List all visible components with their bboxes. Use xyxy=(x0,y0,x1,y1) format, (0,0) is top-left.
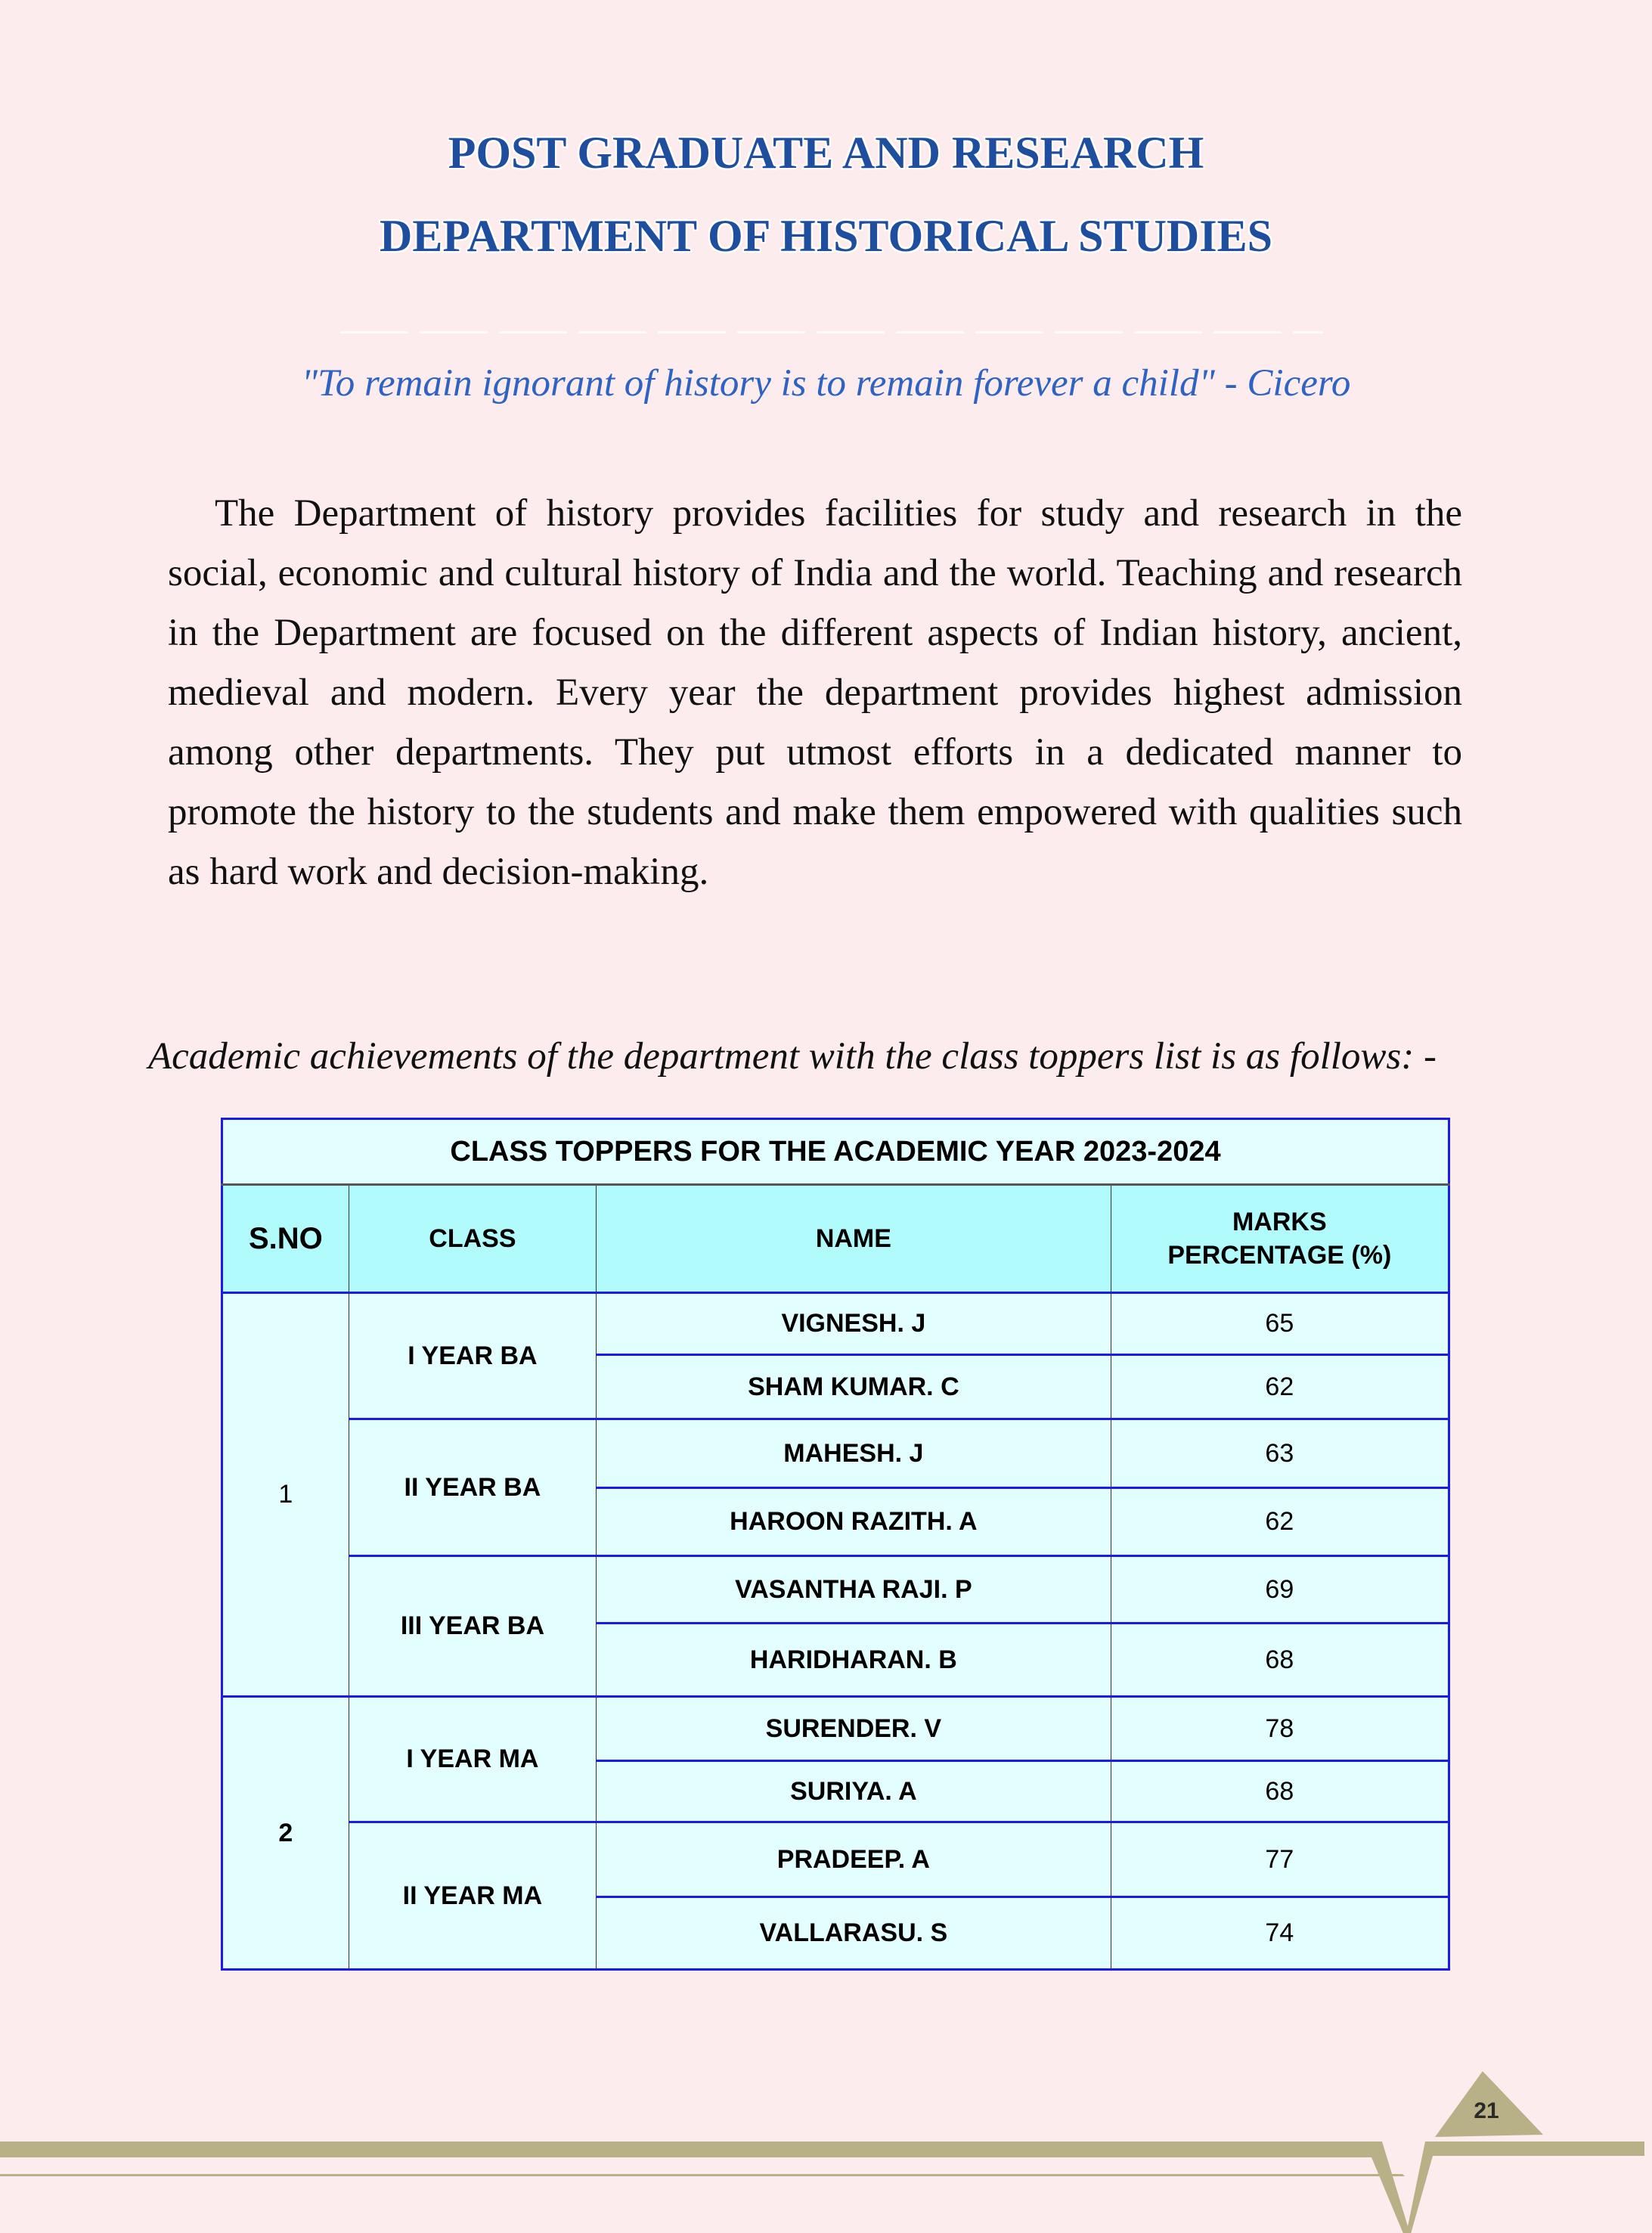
serial-number-cell: 2 xyxy=(222,1697,349,1970)
marks-percentage-cell: 74 xyxy=(1111,1897,1449,1970)
marks-percentage-cell: 62 xyxy=(1111,1488,1449,1556)
table-row xyxy=(222,1293,1449,1355)
page-title-line-1: POST GRADUATE AND RESEARCH xyxy=(448,128,1204,178)
marks-percentage-cell: 68 xyxy=(1111,1624,1449,1697)
marks-percentage-cell: 78 xyxy=(1111,1697,1449,1761)
footer-thin-line xyxy=(0,2174,1405,2176)
column-header-marks xyxy=(1111,1185,1449,1293)
marks-percentage-cell: 65 xyxy=(1111,1293,1449,1355)
department-description: The Department of history provides facilities for study and research in the social, economic and cultural history of India and the world. Teaching and research in the Department are focused on the different aspects of Indian history, ancient, medieval and modern. Every year the department provides highest admission among other departments. They put utmost efforts in a dedicated manner to promote the history to the students and make them empowered with qualities such as hard work and decision-making. xyxy=(168,492,1462,893)
student-name-cell: PRADEEP. A xyxy=(597,1822,1111,1897)
page-number: 21 xyxy=(1474,2098,1499,2123)
student-name-cell: VALLARASU. S xyxy=(597,1897,1111,1970)
table-row xyxy=(222,1822,1449,1897)
marks-percentage-cell: 62 xyxy=(1111,1355,1449,1419)
page-title-line-2: DEPARTMENT OF HISTORICAL STUDIES xyxy=(380,211,1272,261)
class-cell: I YEAR MA xyxy=(349,1697,596,1822)
column-header-sno: S.NO xyxy=(222,1185,349,1293)
student-name-cell: VIGNESH. J xyxy=(597,1293,1111,1355)
column-header-name: NAME xyxy=(597,1185,1111,1293)
cicero-quote: "To remain ignorant of history is to remain forever a child" - Cicero xyxy=(301,362,1351,405)
footer-band xyxy=(0,2142,1644,2233)
student-name-cell: SURENDER. V xyxy=(597,1697,1111,1761)
student-name-cell: HAROON RAZITH. A xyxy=(597,1488,1111,1556)
class-cell: II YEAR MA xyxy=(349,1822,596,1970)
serial-number-cell: 1 xyxy=(222,1293,349,1697)
table-body xyxy=(222,1293,1449,1970)
student-name-cell: SURIYA. A xyxy=(597,1761,1111,1822)
student-name-cell: MAHESH. J xyxy=(597,1419,1111,1488)
table-row xyxy=(222,1697,1449,1761)
decorative-divider xyxy=(340,331,1323,333)
class-cell: II YEAR BA xyxy=(349,1419,596,1556)
marks-percentage-cell: 77 xyxy=(1111,1822,1449,1897)
footer-decoration xyxy=(0,2042,1652,2233)
achievements-lead-in: Academic achievements of the department with the class toppers list is as follows: - xyxy=(148,1035,1437,1078)
table-row xyxy=(222,1419,1449,1488)
student-name-cell: SHAM KUMAR. C xyxy=(597,1355,1111,1419)
table-row xyxy=(222,1556,1449,1624)
marks-percentage-cell: 63 xyxy=(1111,1419,1449,1488)
class-cell: I YEAR BA xyxy=(349,1293,596,1419)
student-name-cell: VASANTHA RAJI. P xyxy=(597,1556,1111,1624)
column-header-class: CLASS xyxy=(349,1185,596,1293)
class-cell: III YEAR BA xyxy=(349,1556,596,1697)
table-caption: CLASS TOPPERS FOR THE ACADEMIC YEAR 2023-2024 xyxy=(222,1119,1449,1185)
marks-percentage-cell: 69 xyxy=(1111,1556,1449,1624)
student-name-cell: HARIDHARAN. B xyxy=(597,1624,1111,1697)
column-header-marks-line1: MARKS xyxy=(1232,1208,1327,1236)
class-toppers-table xyxy=(221,1118,1450,1971)
marks-percentage-cell: 68 xyxy=(1111,1761,1449,1822)
column-header-marks-line2: PERCENTAGE (%) xyxy=(1167,1241,1392,1270)
